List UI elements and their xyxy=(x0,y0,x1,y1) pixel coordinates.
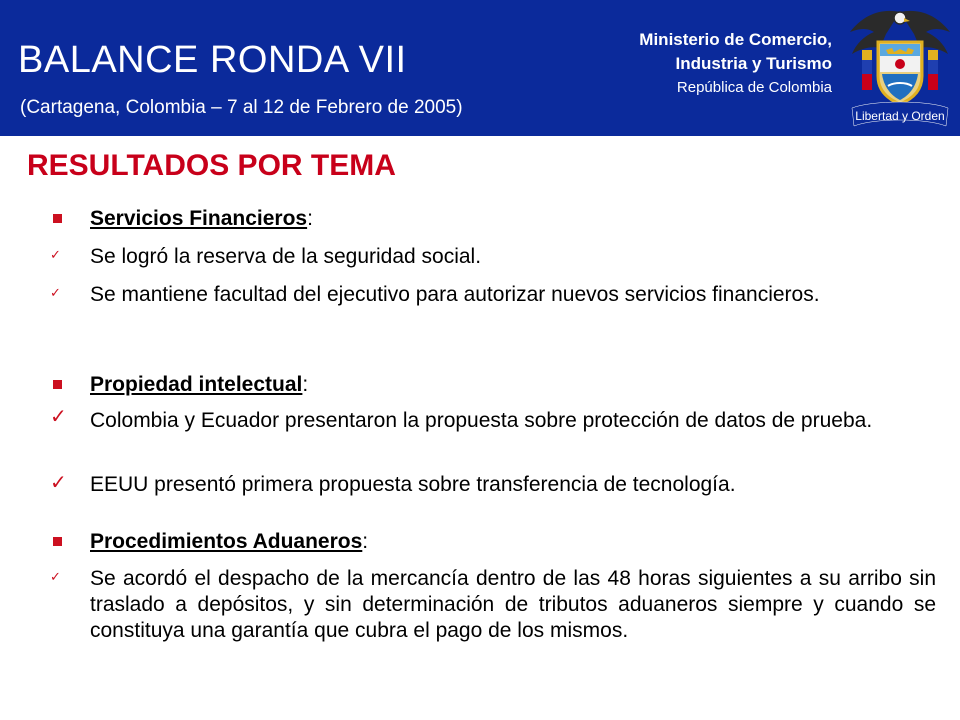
slide-title: BALANCE RONDA VII xyxy=(18,39,407,81)
section-title: RESULTADOS POR TEMA xyxy=(27,149,396,182)
topic-heading xyxy=(90,372,308,398)
ministry-line-1: Ministerio de Comercio, xyxy=(639,30,832,49)
topic-heading xyxy=(90,529,368,555)
topic-suffix: : xyxy=(302,373,309,396)
topic-name: Servicios Financieros xyxy=(90,207,308,230)
square-bullet-icon xyxy=(53,214,62,223)
checkmark-icon: ✓ xyxy=(50,404,67,428)
square-bullet-icon xyxy=(53,537,62,546)
list-item: Se mantiene facultad del ejecutivo para autorizar nuevos servicios financieros. xyxy=(90,283,820,306)
ministry-label xyxy=(639,28,832,100)
ministry-line-3: República de Colombia xyxy=(676,79,832,96)
colombia-coat-of-arms-icon xyxy=(842,4,958,132)
topic-name: Procedimientos Aduaneros xyxy=(90,530,363,553)
checkmark-icon: ✓ xyxy=(50,470,67,494)
checkmark-icon: ✓ xyxy=(50,248,61,263)
topic-suffix: : xyxy=(362,530,369,553)
list-item: Se acordó el despacho de la mercancía dentro de las 48 horas siguientes a su arribo sin traslado a depósitos, y sin determinación de tributos aduaneros siempre y cuando se constituya una garantía que cubra el pago de los mismos. xyxy=(90,567,936,642)
square-bullet-icon xyxy=(53,380,62,389)
topic-heading xyxy=(90,206,313,232)
header-banner xyxy=(0,0,960,136)
topic-suffix: : xyxy=(307,207,313,230)
checkmark-icon: ✓ xyxy=(50,286,61,301)
list-item: EEUU presentó primera propuesta sobre transferencia de tecnología. xyxy=(90,473,736,496)
list-item: Colombia y Ecuador presentaron la propuesta sobre protección de datos de prueba. xyxy=(90,409,873,432)
topic-name: Propiedad intelectual xyxy=(90,373,303,396)
list-item: Se logró la reserva de la seguridad social. xyxy=(90,245,482,268)
ministry-line-2: Industria y Turismo xyxy=(675,54,832,73)
slide-subtitle: (Cartagena, Colombia – 7 al 12 de Febrero de 2005) xyxy=(20,97,463,118)
motto-text: Libertad y Orden xyxy=(855,109,945,123)
checkmark-icon: ✓ xyxy=(50,570,61,585)
